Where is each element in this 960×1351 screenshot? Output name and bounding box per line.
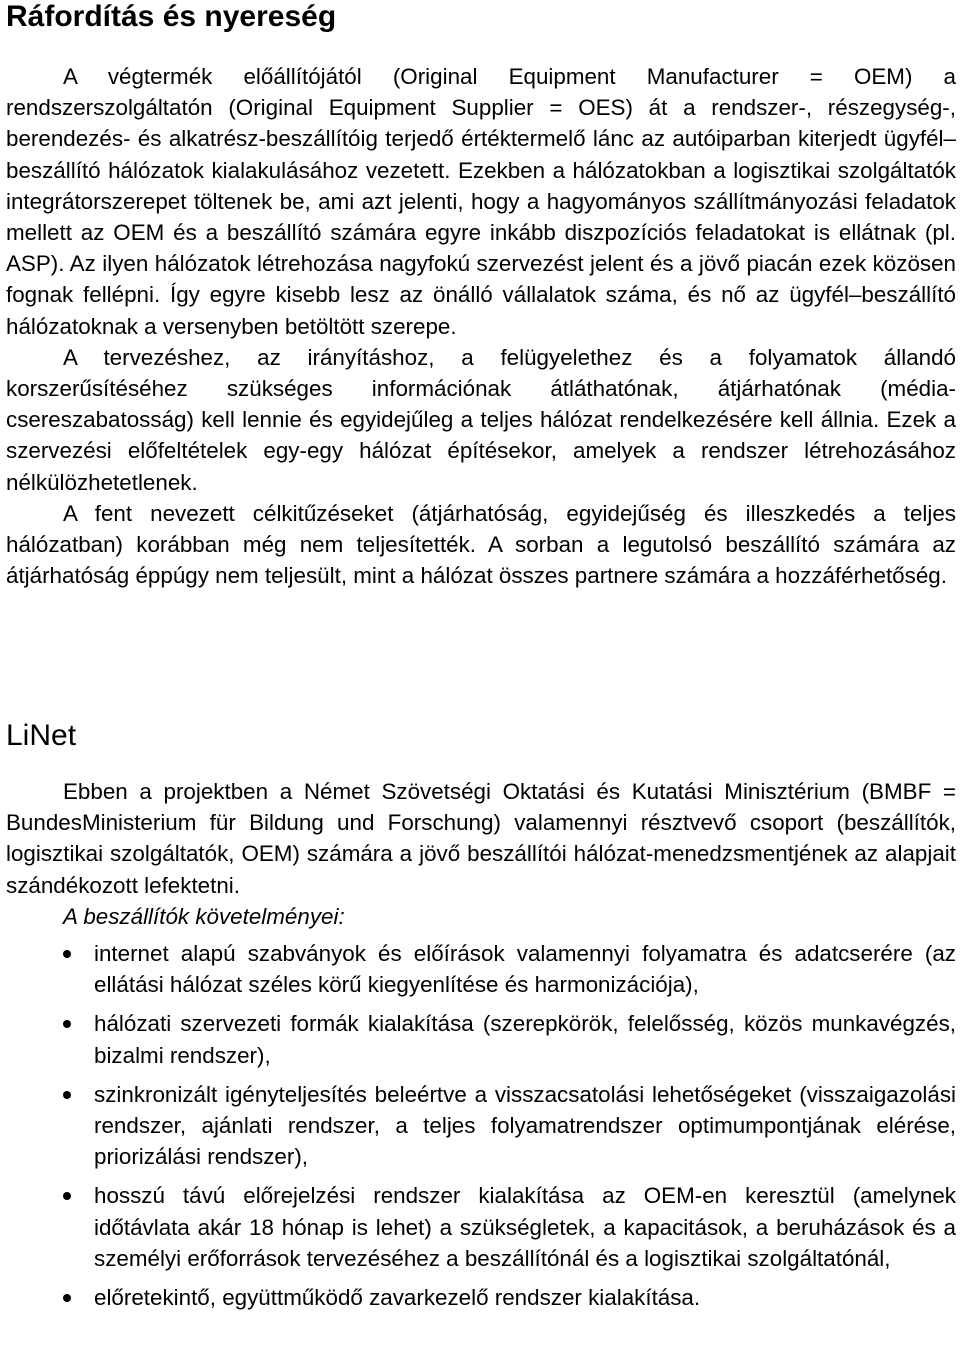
paragraph: A végtermék előállítójától (Original Equipment Manufacturer = OEM) a rendszerszolgáltatón (Original Equipment Supplier = OES) át a rendszer-, részegység-, berendezés- és alkatrész-beszállítóig terjedő értéktermelő lánc az autóiparban kiterjedt ügyfél–beszállító hálózatok kialakulásához vezetett. Ezekben a hálózatokban a logisztikai szolgáltatók integrátorszerepet töltenek be, ami azt jelenti, hogy a hagyományos szállítmányozási feladatok mellett az OEM és a beszállító számára egyre inkább diszpozíciós feladatokat is ellátnak (pl. ASP). Az ilyen hálózatok létrehozása nagyfokú szervezést jelent és a jövő piacán ezek közösen fognak fellépni. Így egyre kisebb lesz az önálló vállalatok száma, és nő az ügyfél–beszállító hálózatoknak a versenyben betöltött szerepe. <box>6 64 956 339</box>
bullet-icon <box>63 1091 71 1099</box>
list-item <box>6 1079 956 1173</box>
page-title: Ráfordítás és nyereség <box>6 0 337 33</box>
paragraph: A tervezéshez, az irányításhoz, a felügyelethez és a folyamatok állandó korszerűsítéséhez szükséges információnak átláthatónak, átjárhatónak (média-csereszabatosság) kell lennie és egyidejűleg a teljes hálózat rendelkezésére kell állnia. Ezek a szervezési előfeltételek egy-egy hálózat építésekor, amelyek a rendszer létrehozásához nélkülözhetetlenek. <box>6 344 956 495</box>
list-item-text: hosszú távú előrejelzési rendszer kialakítása az OEM-en keresztül (amelynek időtávlata akár 18 hónap is lehet) a szükségletek, a kapacitások, a beruházások és a személyi erőforrások tervezéséhez a beszállítónál és a logisztikai szolgáltatónál, <box>94 1183 956 1271</box>
bullet-icon <box>63 1294 71 1302</box>
requirements-title: A beszállítók követelményei: <box>63 903 345 929</box>
list-item-text: internet alapú szabványok és előírások valamennyi folyamatra és adatcserére (az ellátási hálózat széles körű kiegyenlítése és harmonizációja), <box>94 941 956 998</box>
list-item <box>6 938 956 1000</box>
bullet-icon <box>63 950 71 958</box>
list-item-text: előretekintő, együttműködő zavarkezelő rendszer kialakítása. <box>94 1285 701 1311</box>
list-item <box>6 1180 956 1274</box>
section-heading: LiNet <box>6 719 77 752</box>
list-item <box>6 1008 956 1070</box>
section-body <box>6 61 956 591</box>
list-item <box>6 1282 956 1313</box>
bullet-icon <box>63 1020 71 1028</box>
list-item-text: szinkronizált igényteljesítés beleértve a visszacsatolási lehetőségeket (visszaigazolási rendszer, ajánlati rendszer, a teljes folyamatrendszer optimumpontjának elérése, priorizálási rendszer), <box>94 1081 956 1170</box>
list-item-text: hálózati szervezeti formák kialakítása (szerepkörök, felelősség, közös munkavégzés, bizalmi rendszer), <box>94 1011 956 1068</box>
section-body <box>6 776 956 1313</box>
paragraph: Ebben a projektben a Német Szövetségi Oktatási és Kutatási Minisztérium (BMBF = BundesMinisterium für Bildung und Forschung) valamennyi résztvevő csoport (beszállítók, logisztikai szolgáltatók, OEM) számára a jövő beszállítói hálózat-menedzsmentjének az alapjait szándékozott lefektetni. <box>6 779 956 898</box>
requirements-list <box>6 938 956 1313</box>
bullet-icon <box>63 1192 71 1200</box>
paragraph: A fent nevezett célkitűzéseket (átjárhatóság, egyidejűség és illeszkedés a teljes hálózatban) korábban még nem teljesítették. A sorban a legutolsó beszállító számára az átjárhatóság éppúgy nem teljesült, mint a hálózat összes partnere számára a hozzáférhetőség. <box>6 500 956 589</box>
